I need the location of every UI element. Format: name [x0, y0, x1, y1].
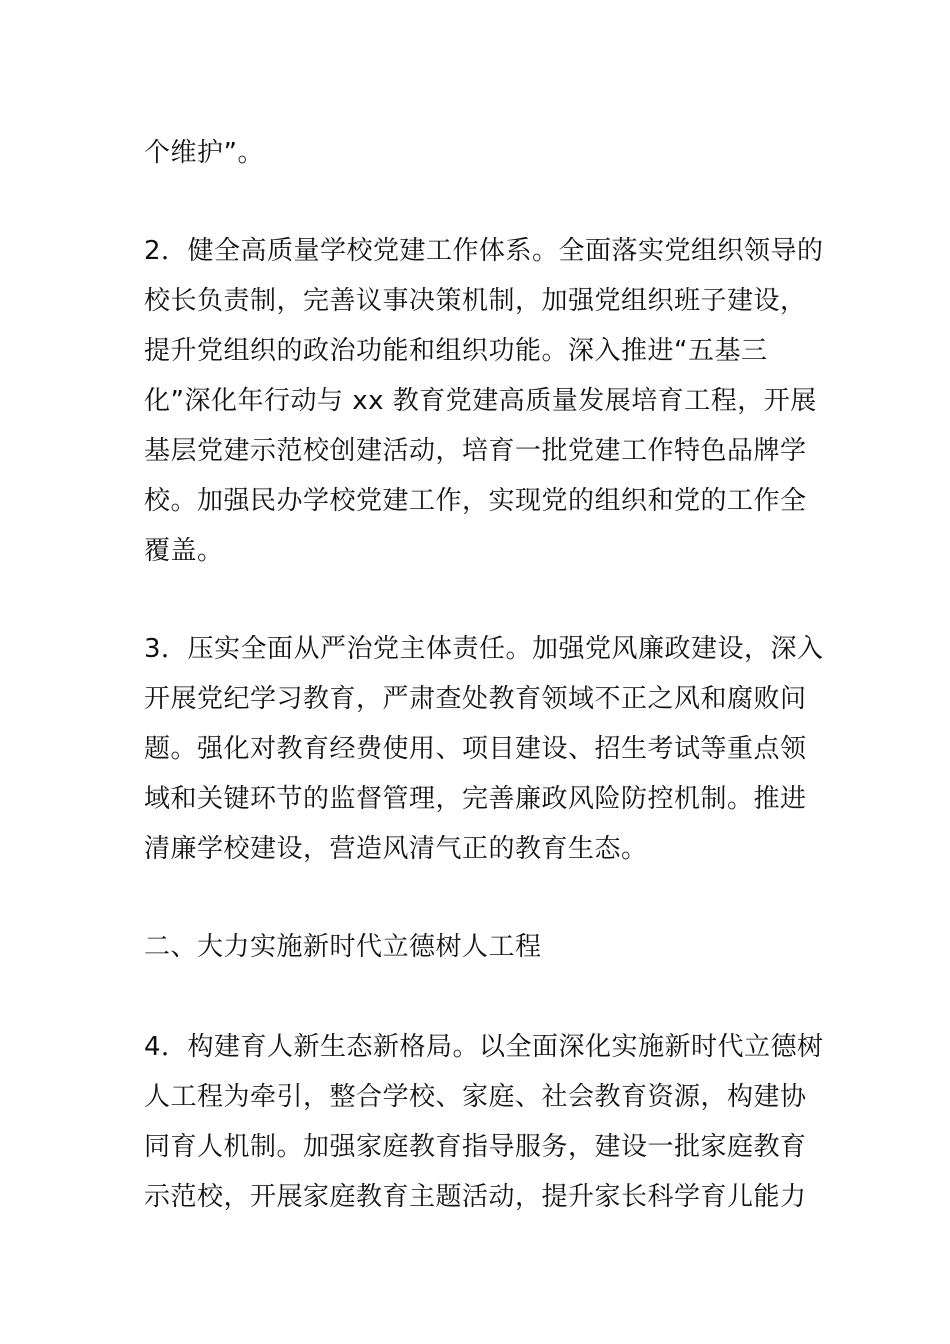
text-line: 题。强化对教育经费使用、项目建设、招生考试等重点领 — [144, 734, 807, 764]
text-line: 开展党纪学习教育，严肃查处教育领域不正之风和腐败问 — [144, 684, 807, 714]
text-line: 人工程为牵引，整合学校、家庭、社会教育资源，构建协 — [144, 1082, 807, 1112]
text-line: 同育人机制。加强家庭教育指导服务，建设一批家庭教育 — [144, 1132, 807, 1162]
text-line: 校。加强民办学校党建工作，实现党的组织和党的工作全 — [144, 486, 807, 516]
text-line: 示范校，开展家庭教育主题活动，提升家长科学育儿能力 — [144, 1182, 807, 1212]
text-line: 基层党建示范校创建活动，培育一批党建工作特色品牌学 — [144, 436, 807, 466]
section-heading: 二、大力实施新时代立德树人工程 — [144, 932, 542, 962]
text-line: 覆盖。 — [144, 536, 224, 566]
text-line: 清廉学校建设，营造风清气正的教育生态。 — [144, 834, 648, 864]
text-line: 域和关键环节的监督管理，完善廉政风险防控机制。推进 — [144, 784, 807, 814]
text-line: 校长负责制，完善议事决策机制，加强党组织班子建设， — [144, 286, 807, 316]
text-line: 提升党组织的政治功能和组织功能。深入推进“五基三 — [144, 336, 768, 366]
text-line: 3．压实全面从严治党主体责任。加强党风廉政建设，深入 — [144, 634, 824, 664]
text-line: 4．构建育人新生态新格局。以全面深化实施新时代立德树 — [144, 1032, 824, 1062]
text-line: 个维护”。 — [144, 138, 264, 168]
text-line: 2．健全高质量学校党建工作体系。全面落实党组织领导的 — [144, 236, 824, 266]
text-line: 化”深化年行动与 xx 教育党建高质量发展培育工程，开展 — [144, 386, 817, 416]
